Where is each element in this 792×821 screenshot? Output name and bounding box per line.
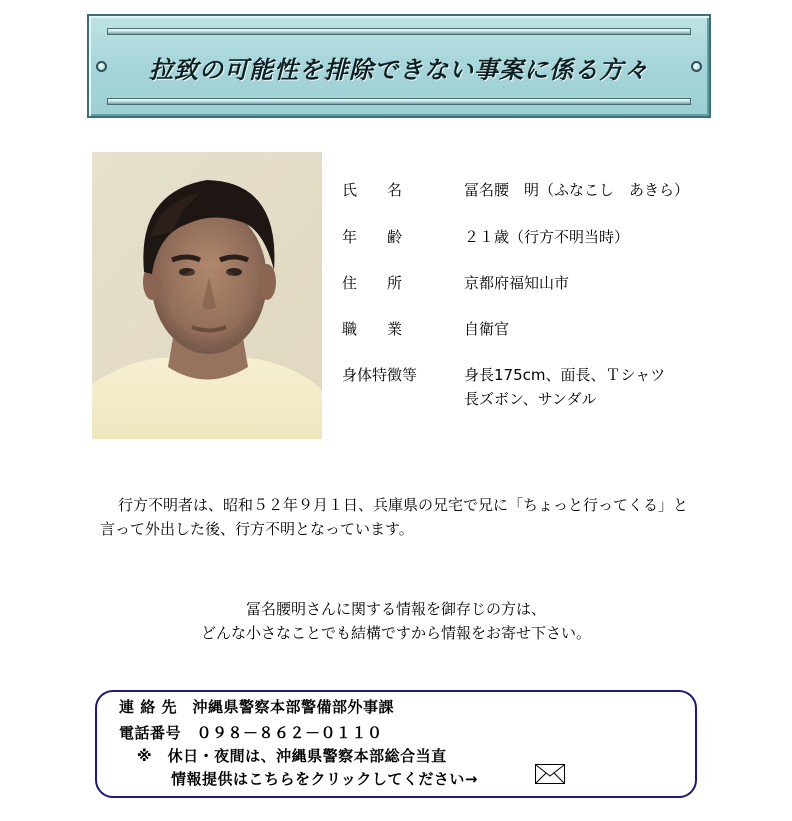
banner-top-bar [107,28,691,35]
envelope-icon[interactable] [535,764,565,784]
contact-link-text[interactable]: 情報提供はこちらをクリックしてください→ [171,770,478,788]
field-features-value2: 長ズボン、サンダル [464,390,597,408]
field-name-value: 冨名腰 明（ふなこし あきら） [464,181,690,199]
contact-note: ※ 休日・夜間は、沖縄県警察本部総合当直 [137,747,447,765]
field-occupation-label: 職 業 [342,320,403,338]
field-occupation-value: 自衛官 [464,320,510,338]
field-features-label: 身体特徴等 [342,366,418,384]
banner-bottom-bar [107,98,691,105]
portrait-photo [92,152,322,439]
field-age-value: ２１歳（行方不明当時） [464,228,630,246]
description-paragraph: 行方不明者は、昭和５２年９月１日、兵庫県の兄宅で兄に「ちょっと行ってくる」と言って外出した後、行方不明となっています。 [100,496,689,538]
title-banner [87,14,711,118]
contact-phone: 電話番号 ０９８－８６２－０１１０ [119,724,383,742]
field-address-label: 住 所 [342,274,403,292]
contact-box [95,690,697,798]
rivet-left-icon [96,61,107,72]
page-title: 拉致の可能性を排除できない事案に係る方々 [149,56,649,84]
contact-dept: 連 絡 先 沖縄県警察本部警備部外事課 [119,698,394,716]
field-address-value: 京都府福知山市 [464,274,570,292]
field-age-label: 年 齢 [342,228,403,246]
request-line-2: どんな小さなことでも結構ですから情報をお寄せ下さい。 [200,624,591,642]
rivet-right-icon [691,61,702,72]
field-features-value: 身長175cm、面長、Ｔシャツ [464,366,666,384]
request-line-1: 冨名腰明さんに関する情報を御存じの方は、 [245,600,546,618]
field-name-label: 氏 名 [342,181,403,199]
